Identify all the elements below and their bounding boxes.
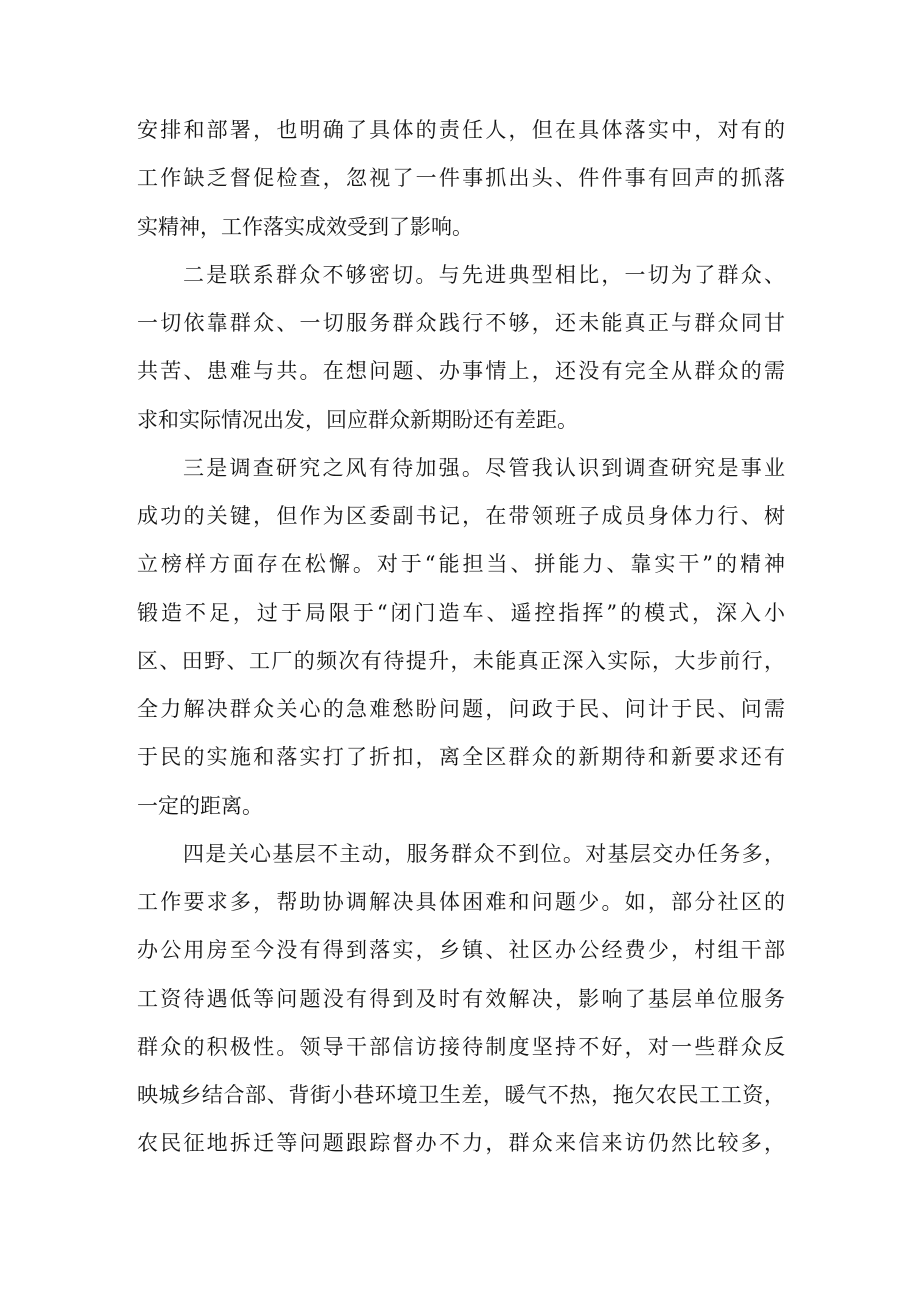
text-line: 工作缺乏督促检查，忽视了一件事抓出头、件件事有回声的抓落 <box>137 166 785 191</box>
text-line: 全力解决群众关心的急难愁盼问题，问政于民、问计于民、问需 <box>137 697 785 721</box>
text-line: 映城乡结合部、背街小巷环境卫生差，暖气不热，拖欠农民工工资， <box>137 1083 785 1107</box>
text-line: 群众的积极性。领导干部信访接待制度坚持不好，对一些群众反 <box>137 1034 785 1059</box>
text-line: 一定的距离。 <box>137 793 263 818</box>
text-line: 立榜样方面存在松懈。对于“能担当、拼能力、靠实干”的精神 <box>137 552 785 577</box>
text-line: 三是调查研究之风有待加强。尽管我认识到调查研究是事业 <box>183 455 785 480</box>
text-line: 四是关心基层不主动，服务群众不到位。对基层交办任务多， <box>183 841 785 866</box>
text-line: 共苦、患难与共。在想问题、办事情上，还没有完全从群众的需 <box>137 359 785 384</box>
paragraph-point-three <box>137 444 785 830</box>
text-line: 农民征地拆迁等问题跟踪督办不力，群众来信来访仍然比较多， <box>137 1131 785 1156</box>
document-body <box>137 106 785 1168</box>
text-line: 一切依靠群众、一切服务群众践行不够，还未能真正与群众同甘 <box>137 311 785 335</box>
paragraph-point-four <box>137 830 785 1168</box>
text-line: 求和实际情况出发，回应群众新期盼还有差距。 <box>137 407 578 432</box>
text-line: 成功的关键，但作为区委副书记，在带领班子成员身体力行、树 <box>137 504 785 528</box>
text-line: 安排和部署，也明确了具体的责任人，但在具体落实中，对有的 <box>137 118 785 142</box>
text-line: 区、田野、工厂的频次有待提升，未能真正深入实际，大步前行， <box>137 648 785 673</box>
paragraph-continuation <box>137 106 785 251</box>
text-line: 办公用房至今没有得到落实，乡镇、社区办公经费少，村组干部 <box>137 938 785 963</box>
text-line: 工资待遇低等问题没有得到及时有效解决，影响了基层单位服务 <box>137 986 785 1011</box>
text-line: 实精神，工作落实成效受到了影响。 <box>137 214 473 239</box>
text-line: 于民的实施和落实打了折扣，离全区群众的新期待和新要求还有 <box>137 745 785 770</box>
text-line: 工作要求多，帮助协调解决具体困难和问题少。如，部分社区的 <box>137 890 785 914</box>
text-line: 锻造不足，过于局限于“闭门造车、遥控指挥”的模式，深入小 <box>137 600 785 625</box>
paragraph-point-two <box>137 251 785 444</box>
text-line: 二是联系群众不够密切。与先进典型相比，一切为了群众、 <box>183 262 785 287</box>
